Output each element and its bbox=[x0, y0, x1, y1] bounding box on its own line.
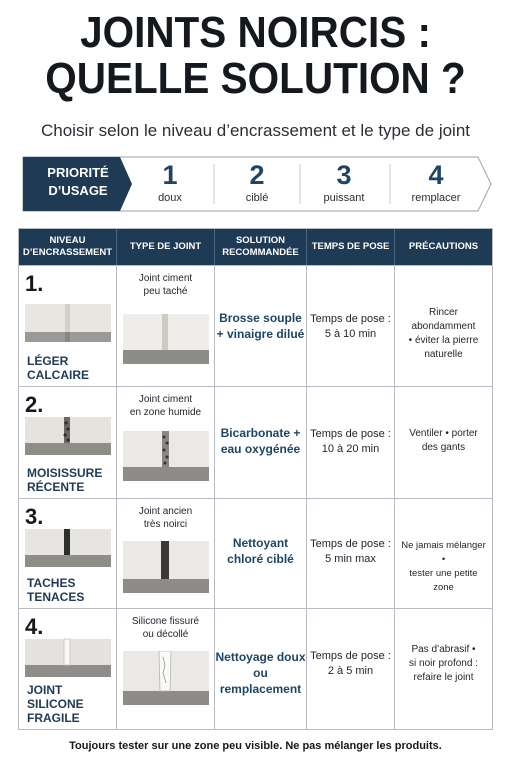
joint-type bbox=[117, 505, 214, 531]
pose-text bbox=[307, 649, 394, 679]
pose-text bbox=[307, 312, 394, 342]
level-number: 1. bbox=[25, 271, 44, 296]
comparison-table bbox=[18, 228, 493, 730]
footer-note: Toujours tester sur une zone peu visible. Ne pas mélanger les produits. bbox=[69, 740, 442, 752]
header-temps-pose bbox=[307, 229, 395, 265]
level-name-line: RÉCENTE bbox=[27, 480, 85, 494]
step-label: ciblé bbox=[245, 192, 269, 204]
level-name-line: TENACES bbox=[27, 590, 85, 604]
solution-line: ou remplacement bbox=[219, 666, 302, 696]
priority-step-1 bbox=[128, 160, 212, 204]
solution-text bbox=[215, 535, 306, 567]
pose-text bbox=[307, 537, 394, 567]
level-name-line: MOISISSURE bbox=[27, 466, 103, 480]
priority-label-line-2: D’USAGE bbox=[48, 183, 108, 198]
priority-step-3 bbox=[302, 160, 386, 204]
step-number: 3 bbox=[336, 160, 352, 190]
joint-photo-icon bbox=[123, 541, 209, 595]
tile-light-icon bbox=[25, 300, 111, 344]
table-header bbox=[19, 229, 492, 265]
joint-type-line: Joint ancien bbox=[138, 506, 193, 517]
precautions-line: Ventiler • porter bbox=[409, 428, 478, 439]
solution-line: + vinaigre dilué bbox=[216, 327, 305, 341]
precautions-text bbox=[399, 539, 488, 595]
table-row bbox=[19, 608, 492, 729]
header-niveau bbox=[19, 229, 117, 265]
step-label: puissant bbox=[323, 192, 365, 204]
joint-type-line: Silicone fissuré bbox=[131, 616, 200, 627]
precautions-line: Ne jamais mélanger • bbox=[401, 540, 486, 565]
table-row bbox=[19, 386, 492, 498]
step-number: 4 bbox=[428, 160, 444, 190]
step-label: doux bbox=[158, 192, 182, 204]
title-line-2: QUELLE SOLUTION ? bbox=[45, 54, 466, 103]
tile-speckled-icon bbox=[25, 415, 111, 457]
header-type-joint bbox=[117, 229, 215, 265]
level-name bbox=[27, 354, 117, 382]
solution-line: Bicarbonate + bbox=[220, 426, 301, 440]
joint-photo-icon bbox=[123, 314, 209, 366]
level-number: 2. bbox=[25, 392, 44, 417]
level-name bbox=[27, 683, 117, 725]
title-line-1: JOINTS NOIRCIS : bbox=[80, 8, 431, 57]
priority-step-4 bbox=[394, 160, 478, 204]
pose-cell bbox=[307, 266, 395, 386]
pose-line: Temps de pose : bbox=[310, 313, 391, 325]
solution-line: eau oxygénée bbox=[220, 442, 301, 456]
precautions-line: refaire le joint bbox=[413, 672, 474, 683]
priority-label-line-1: PRIORITÉ bbox=[47, 165, 109, 180]
solution-text bbox=[215, 310, 306, 342]
header-line: RECOMMANDÉE bbox=[222, 247, 299, 258]
tile-dark-icon bbox=[25, 527, 111, 569]
solution-line: Nettoyant bbox=[232, 536, 289, 550]
step-label: remplacer bbox=[411, 192, 461, 204]
joint-cell bbox=[117, 387, 215, 498]
priority-bar bbox=[22, 156, 492, 212]
level-cell bbox=[19, 499, 117, 608]
solution-cell bbox=[215, 609, 307, 729]
joint-type-line: en zone humide bbox=[129, 407, 202, 418]
joint-photo-icon bbox=[123, 431, 209, 483]
header-line: D’ENCRASSEMENT bbox=[22, 247, 113, 258]
step-number: 1 bbox=[162, 160, 178, 190]
joint-photo-icon bbox=[123, 651, 209, 707]
joint-type-line: Joint ciment bbox=[138, 394, 193, 405]
precautions-line: naturelle bbox=[424, 349, 463, 360]
table-row bbox=[19, 498, 492, 608]
solution-cell bbox=[215, 387, 307, 498]
solution-cell bbox=[215, 266, 307, 386]
tile-silicone-icon bbox=[25, 637, 111, 679]
level-name bbox=[27, 466, 117, 494]
pose-line: 5 min max bbox=[325, 553, 376, 565]
table-row bbox=[19, 265, 492, 386]
level-name-line: SILICONE bbox=[27, 697, 84, 711]
level-name-line: FRAGILE bbox=[27, 711, 80, 725]
precautions-text bbox=[399, 643, 488, 685]
header-solution bbox=[215, 229, 307, 265]
pose-cell bbox=[307, 499, 395, 608]
solution-text bbox=[215, 425, 306, 457]
joint-cell bbox=[117, 266, 215, 386]
precautions-text bbox=[399, 306, 488, 362]
joint-type-line: très noirci bbox=[143, 519, 188, 530]
solution-text bbox=[215, 649, 306, 697]
joint-cell bbox=[117, 499, 215, 608]
pose-text bbox=[307, 427, 394, 457]
subtitle: Choisir selon le niveau d’encrassement et le type de joint bbox=[40, 121, 471, 140]
header-precautions bbox=[395, 229, 492, 265]
joint-type-line: ou décollé bbox=[142, 629, 189, 640]
priority-step-2 bbox=[215, 160, 299, 204]
pose-cell bbox=[307, 609, 395, 729]
pose-cell bbox=[307, 387, 395, 498]
level-name-line: JOINT bbox=[27, 683, 63, 697]
header-line: NIVEAU bbox=[49, 235, 86, 246]
pose-line: Temps de pose : bbox=[310, 538, 391, 550]
header-line: SOLUTION bbox=[235, 235, 286, 246]
precautions-cell bbox=[395, 266, 492, 386]
level-name-line: CALCAIRE bbox=[27, 368, 89, 382]
joint-cell bbox=[117, 609, 215, 729]
precautions-line: Rincer abondamment bbox=[411, 307, 476, 332]
level-cell bbox=[19, 609, 117, 729]
level-cell bbox=[19, 266, 117, 386]
header-line: PRÉCAUTIONS bbox=[408, 241, 479, 252]
precautions-cell bbox=[395, 609, 492, 729]
solution-cell bbox=[215, 499, 307, 608]
pose-line: 5 à 10 min bbox=[324, 328, 377, 340]
joint-type-line: peu taché bbox=[143, 286, 188, 297]
joint-type-line: Joint ciment bbox=[138, 273, 193, 284]
precautions-line: tester une petite zone bbox=[409, 568, 478, 593]
level-cell bbox=[19, 387, 117, 498]
precautions-line: Pas d’abrasif • bbox=[411, 644, 476, 655]
header-line: TYPE DE JOINT bbox=[129, 241, 202, 252]
page-title bbox=[20, 10, 490, 102]
precautions-text bbox=[399, 427, 488, 455]
level-name bbox=[27, 576, 117, 604]
level-name-line: TACHES bbox=[27, 576, 76, 590]
joint-type bbox=[117, 272, 214, 298]
level-name-line: LÉGER bbox=[27, 354, 69, 368]
precautions-line: • éviter la pierre bbox=[408, 335, 479, 346]
level-number: 4. bbox=[25, 614, 44, 639]
step-number: 2 bbox=[249, 160, 265, 190]
level-number: 3. bbox=[25, 504, 44, 529]
solution-line: chloré ciblé bbox=[227, 552, 294, 566]
pose-line: Temps de pose : bbox=[310, 650, 391, 662]
precautions-cell bbox=[395, 499, 492, 608]
pose-line: 10 à 20 min bbox=[321, 443, 380, 455]
joint-type bbox=[117, 393, 214, 419]
header-line: TEMPS DE POSE bbox=[311, 241, 390, 252]
precautions-cell bbox=[395, 387, 492, 498]
pose-line: 2 à 5 min bbox=[327, 665, 374, 677]
joint-type bbox=[117, 615, 214, 641]
precautions-line: si noir profond : bbox=[409, 658, 478, 669]
solution-line: Nettoyage doux bbox=[215, 650, 306, 664]
solution-line: Brosse souple bbox=[219, 311, 302, 325]
precautions-line: des gants bbox=[421, 442, 466, 453]
pose-line: Temps de pose : bbox=[310, 428, 391, 440]
priority-label bbox=[28, 164, 128, 200]
